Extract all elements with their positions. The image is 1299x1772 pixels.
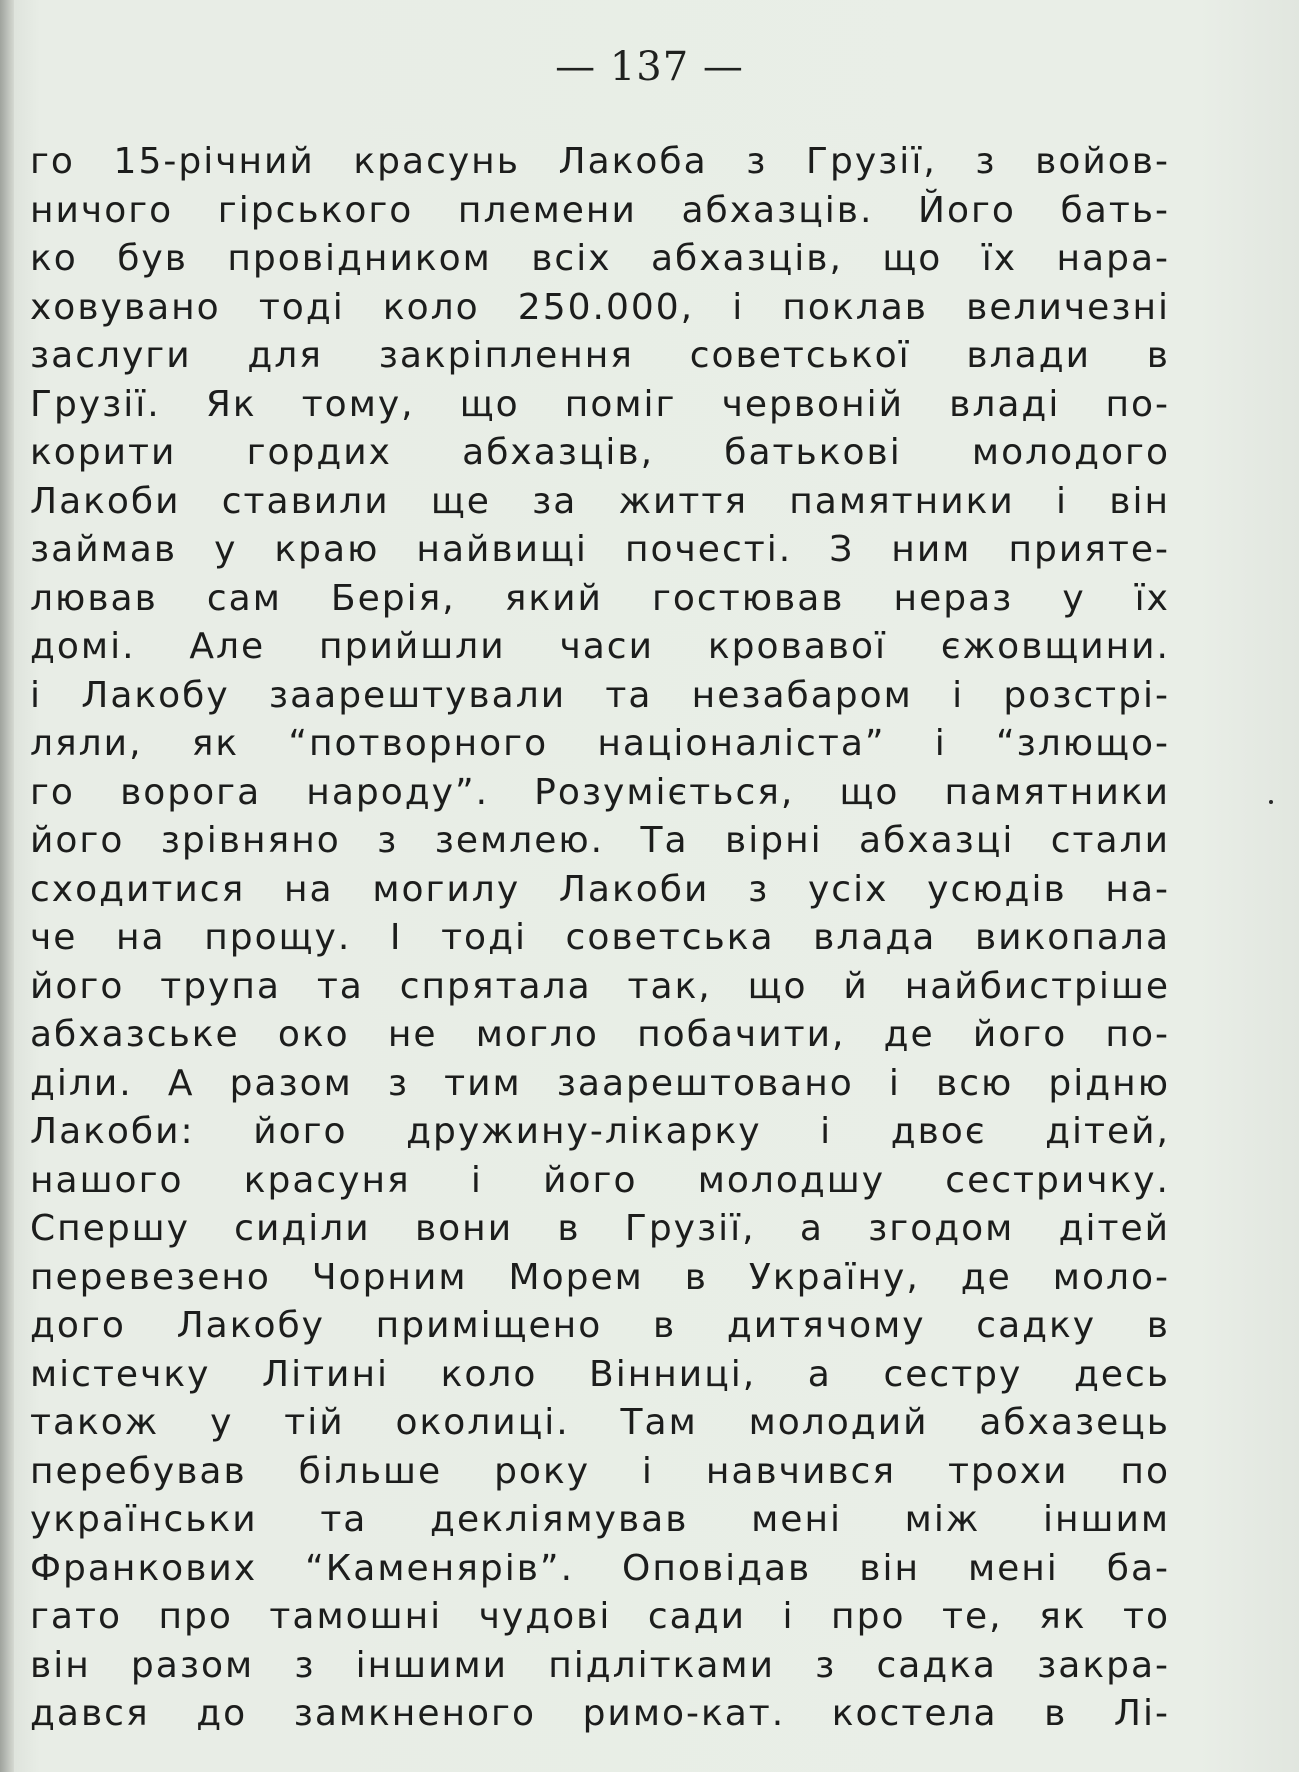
text-line: займав у краю найвищі почесті. З ним прияте-: [30, 529, 1170, 570]
text-line: сходитися на могилу Лакоби з усіх усюдів на-: [30, 868, 1170, 910]
text-line: домі. Але прийшли часи кровавої єжовщини.: [30, 626, 1170, 667]
text-line: Франкових “Каменярів”. Оповідав він мені ба-: [30, 1547, 1170, 1589]
text-line: Спершу сиділи вони в Грузії, а згодом дітей: [30, 1208, 1170, 1249]
text-line: го ворога народу”. Розуміється, що памятники: [30, 771, 1170, 813]
text-line: діли. А разом з тим заарештовано і всю рідню: [30, 1062, 1170, 1104]
text-line: го 15-річний красунь Лакоба з Грузії, з войов-: [30, 141, 1170, 182]
text-line: його трупа та спрятала так, що й найбистріше: [30, 965, 1170, 1007]
text-line: гато про тамошні чудові сади і про те, як то: [30, 1596, 1170, 1637]
text-line: Лакоби ставили ще за життя памятники і він: [30, 480, 1170, 522]
page-number: — 137 —: [555, 44, 744, 90]
text-line: ко був провідником всіх абхазців, що їх нара-: [30, 238, 1170, 279]
text-line: містечку Літині коло Вінниці, а сестру десь: [30, 1353, 1170, 1395]
text-line: перевезено Чорним Морем в Україну, де моло-: [30, 1256, 1170, 1298]
text-line: нашого красуня і його молодшу сестричку.: [30, 1159, 1170, 1201]
text-line: перебував більше року і навчився трохи по: [30, 1450, 1170, 1492]
spine-shadow: [0, 0, 14, 1772]
text-line: че на прощу. І тоді советська влада викопала: [30, 917, 1170, 958]
text-line: ховувано тоді коло 250.000, і поклав величезні: [30, 286, 1170, 328]
ink-speck: [1269, 800, 1273, 804]
text-line: дався до замкненого римо-кат. костела в Лі-: [30, 1693, 1170, 1734]
text-line: він разом з іншими підлітками з садка закра-: [30, 1644, 1170, 1686]
text-line: заслуги для закріплення советської влади в: [30, 335, 1170, 376]
body-text: [30, 138, 1170, 1739]
text-line: також у тій околиці. Там молодий абхазець: [30, 1402, 1170, 1443]
text-line: українськи та декліямував мені між іншим: [30, 1499, 1170, 1540]
text-line: дого Лакобу приміщено в дитячому садку в: [30, 1305, 1170, 1346]
text-line: і Лакобу заарештували та незабаром і розстрі-: [30, 674, 1170, 716]
text-line: Лакоби: його дружину-лікарку і двоє дітей,: [30, 1111, 1170, 1152]
text-line: абхазське око не могло побачити, де його по-: [30, 1014, 1170, 1055]
text-line: Грузії. Як тому, що поміг червоній владі по-: [30, 383, 1170, 425]
text-line: лював сам Берія, який гостював нераз у їх: [30, 577, 1170, 619]
text-line: його зрівняно з землею. Та вірні абхазці стали: [30, 820, 1170, 861]
text-line: ляли, як “потворного націоналіста” і “злющо-: [30, 723, 1170, 764]
text-line: ничого гірського племени абхазців. Його бать-: [30, 189, 1170, 231]
text-line: корити гордих абхазців, батькові молодого: [30, 432, 1170, 473]
